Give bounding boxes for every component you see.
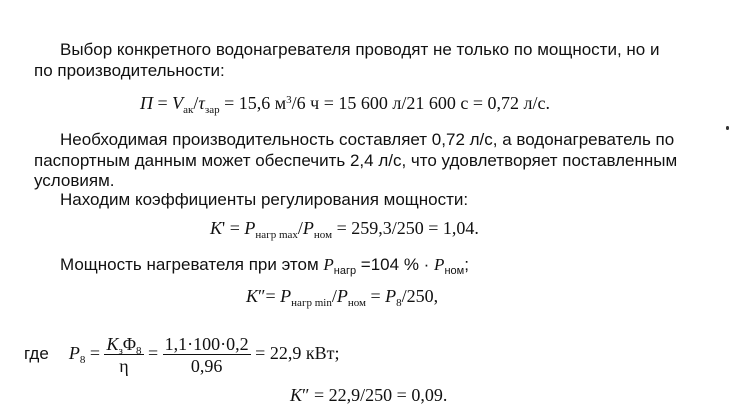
paragraph-2-line-4	[60, 190, 468, 210]
paragraph-1-line-1	[60, 40, 659, 60]
mid: = 15,6 м	[219, 93, 287, 113]
text: Мощность нагревателя при этом	[60, 255, 324, 274]
eq: =	[85, 343, 105, 363]
text: Выбор конкретного водонагревателя проводят не только по мощности, но и	[60, 40, 660, 59]
symbol-p: P	[323, 255, 334, 274]
sub-nagr-max: нагр max	[255, 229, 298, 241]
formula-productivity	[140, 93, 550, 116]
rest: /250,	[401, 286, 439, 306]
denominator-eta: η	[119, 355, 129, 376]
rest: = 259,3/250 = 1,04.	[332, 218, 479, 238]
symbol-p-2: P	[434, 255, 445, 274]
eq: =	[153, 93, 173, 113]
formula-p8	[24, 331, 339, 376]
slash: /	[331, 286, 337, 306]
symbol-k: K	[106, 333, 119, 354]
text: условиям.	[34, 171, 115, 190]
symbol-p: П	[140, 93, 153, 113]
sub-nagr-min: нагр min	[291, 297, 332, 309]
paragraph-2-line-2	[34, 151, 677, 171]
symbol-phi: Φ	[122, 333, 137, 354]
text: паспортным данным может обеспечить 2,4 л/с, что удовлетворяет поставленным	[34, 151, 678, 170]
symbol-p-1: P	[280, 286, 292, 306]
eq-2: =	[365, 286, 386, 306]
symbol-tau: τ	[198, 93, 205, 113]
symbol-k: K	[246, 286, 259, 306]
numerator-numeric: 1,1·100·0,2	[164, 333, 249, 354]
mid: =104 % ·	[356, 255, 435, 274]
symbol-p-2: P	[336, 286, 348, 306]
slash: /	[297, 218, 303, 238]
prime: ″	[302, 385, 310, 405]
sub-nom: ном	[347, 297, 366, 309]
rest: = 22,9 кВт;	[250, 343, 340, 363]
text: Находим коэффициенты регулирования мощности:	[60, 190, 469, 209]
eq-2: =	[143, 343, 163, 363]
symbol-v: V	[172, 93, 184, 113]
slash: /	[193, 93, 199, 113]
text: Необходимая производительность составляет 0,72 л/с, а водонагреватель по	[60, 130, 675, 149]
eq: =	[225, 218, 245, 238]
denominator-numeric: 0,96	[190, 355, 223, 376]
where-label: где	[24, 344, 49, 363]
symbol-p-2: P	[302, 218, 314, 238]
prime: ″	[258, 286, 266, 306]
sub-z: з	[118, 344, 123, 357]
prime: '	[222, 218, 226, 238]
formula-k-prime	[210, 218, 479, 241]
symbol-p-3: P	[385, 286, 397, 306]
end: ;	[464, 255, 469, 274]
sub-8: 8	[79, 354, 86, 366]
text: по производительности:	[34, 61, 225, 80]
sub-ak: ак	[183, 104, 194, 116]
symbol-k: K	[210, 218, 223, 238]
paragraph-3	[60, 255, 469, 275]
formula-k-result	[290, 385, 447, 405]
sub-8: 8	[396, 297, 402, 309]
scan-speck	[726, 126, 729, 130]
sub-nagr: нагр	[333, 265, 357, 277]
sub-nom: ном	[313, 229, 333, 241]
fraction-symbolic	[104, 335, 143, 375]
sup-3: 3	[286, 94, 292, 106]
sub-zar: зар	[204, 104, 220, 116]
symbol-p-1: P	[244, 218, 256, 238]
rest: /6 ч = 15 600 л/21 600 с = 0,72 л/с.	[291, 93, 550, 113]
numerator-symbolic	[104, 335, 143, 355]
sub-8-phi: 8	[136, 344, 142, 357]
sub-nom: ном	[444, 265, 465, 277]
eq: =	[265, 286, 281, 306]
fraction-numeric	[163, 335, 251, 375]
symbol-p: P	[68, 343, 80, 363]
rest: = 22,9/250 = 0,09.	[309, 385, 448, 405]
paragraph-2-line-1	[60, 130, 674, 150]
symbol-k: K	[290, 385, 303, 405]
formula-k-double-prime	[246, 286, 439, 309]
paragraph-2-line-3	[34, 171, 115, 191]
paragraph-1-line-2	[34, 61, 225, 81]
